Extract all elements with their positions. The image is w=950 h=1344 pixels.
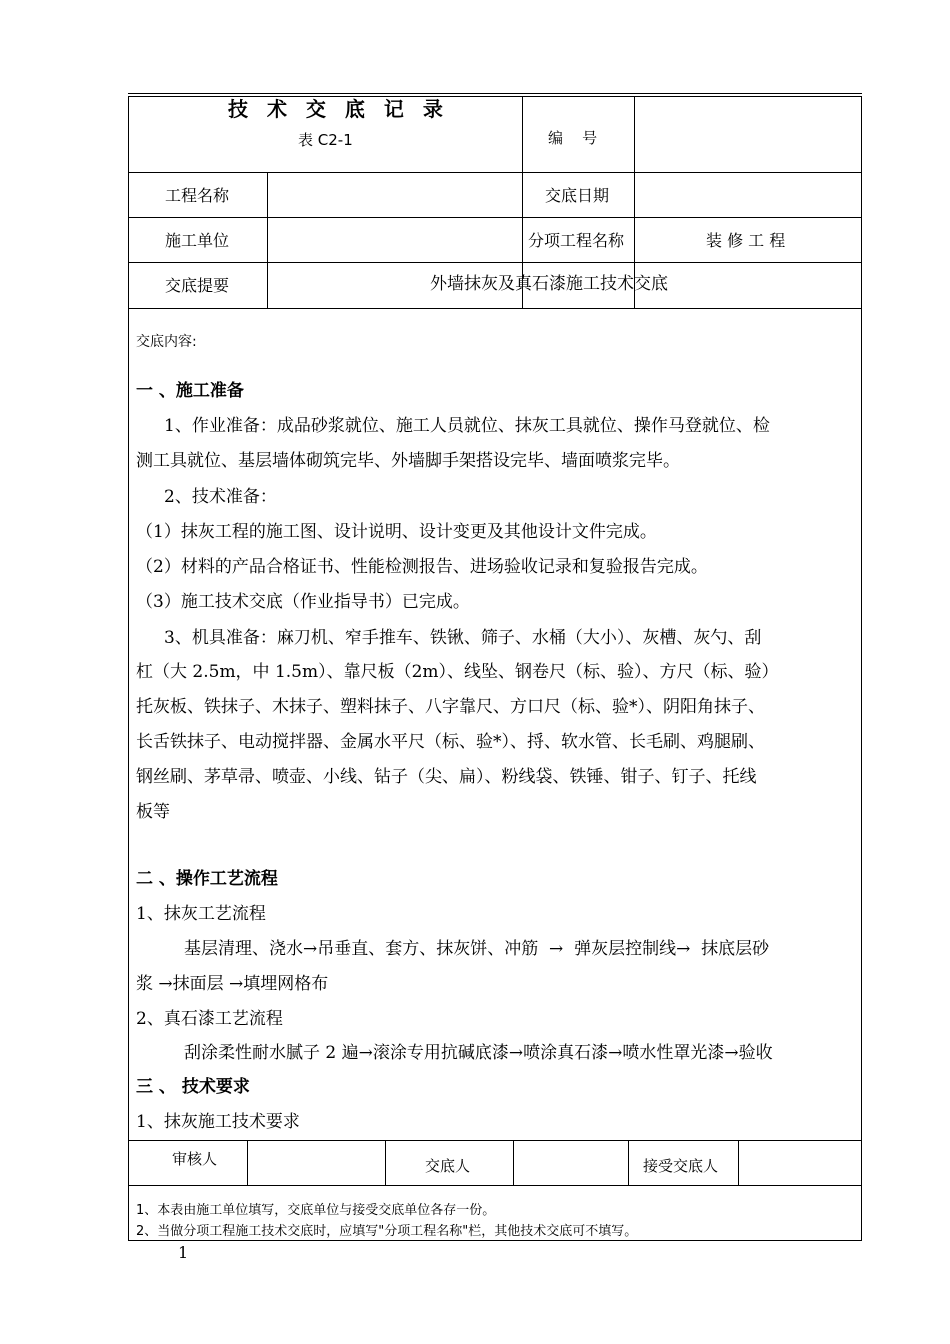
form-title: 技 术 交 底 记 录	[228, 97, 449, 121]
row-divider	[129, 262, 861, 263]
form-number: 表 C2-1	[298, 131, 353, 149]
content-line: 板等	[136, 802, 170, 822]
sub-project-value: 装 修 工 程	[706, 231, 786, 250]
content-line: （1）抹灰工程的施工图、设计说明、设计变更及其他设计文件完成。	[136, 522, 657, 542]
summary-value: 外墙抹灰及真石漆施工技术交底	[430, 274, 668, 294]
content-line: 1、作业准备：成品砂浆就位、施工人员就位、抹灰工具就位、操作马登就位、检	[164, 416, 770, 436]
column-divider	[738, 1140, 739, 1185]
content-label: 交底内容:	[136, 334, 197, 350]
row-divider	[129, 1140, 861, 1141]
content-line: 浆 →抹面层 →填埋网格布	[136, 974, 329, 994]
section-heading: 三 、 技术要求	[136, 1077, 250, 1097]
content-line: 长舌铁抹子、电动搅拌器、金属水平尺（标、验*）、捋、软水管、长毛刷、鸡腿刷、	[136, 732, 765, 752]
reviewer-label: 审核人	[172, 1150, 218, 1168]
row-divider	[129, 1185, 861, 1186]
summary-label: 交底提要	[165, 276, 230, 295]
column-divider	[267, 172, 268, 308]
presenter-label: 交底人	[425, 1157, 471, 1175]
content-line: 基层清理、浇水→吊垂直、套方、抹灰饼、冲筋 → 弹灰层控制线→ 抹底层砂	[184, 939, 770, 959]
date-label: 交底日期	[545, 186, 610, 205]
content-line: 托灰板、铁抹子、木抹子、塑料抹子、八字靠尺、方口尺（标、验*）、阴阳角抹子、	[136, 697, 765, 717]
sub-project-label: 分项工程名称	[528, 231, 625, 250]
column-divider	[247, 1140, 248, 1185]
row-divider	[129, 308, 861, 309]
content-line: 1、抹灰施工技术要求	[136, 1112, 300, 1132]
row-divider	[129, 172, 861, 173]
content-line: 钢丝刷、茅草帚、喷壶、小线、钻子（尖、扁）、粉线袋、铁锤、钳子、钉子、托线	[136, 767, 757, 787]
row-divider	[129, 217, 861, 218]
column-divider	[628, 1140, 629, 1185]
column-divider	[513, 1140, 514, 1185]
content-line: 2、技术准备：	[164, 487, 277, 507]
section-heading: 一 、施工准备	[136, 381, 244, 401]
content-line: 刮涂柔性耐水腻子 2 遍→滚涂专用抗碱底漆→喷涂真石漆→喷水性罩光漆→验收	[184, 1043, 773, 1063]
project-name-label: 工程名称	[165, 186, 230, 205]
content-line: （2）材料的产品合格证书、性能检测报告、进场验收记录和复验报告完成。	[136, 557, 708, 577]
content-line: （3）施工技术交底（作业指导书）已完成。	[136, 592, 470, 612]
footnote: 2、当做分项工程施工技术交底时，应填写"分项工程名称"栏，其他技术交底可不填写。	[136, 1224, 638, 1239]
section-heading: 二 、操作工艺流程	[136, 869, 278, 889]
content-line: 3、机具准备：麻刀机、窄手推车、铁锹、筛子、水桶（大小）、灰槽、灰勺、刮	[164, 628, 762, 648]
content-line: 2、真石漆工艺流程	[136, 1009, 283, 1029]
content-line: 1、抹灰工艺流程	[136, 904, 266, 924]
frame-top-line	[128, 93, 862, 94]
contractor-label: 施工单位	[165, 231, 230, 250]
content-line: 测工具就位、基层墙体砌筑完毕、外墙脚手架搭设完毕、墙面喷浆完毕。	[136, 451, 680, 471]
footnote: 1、本表由施工单位填写，交底单位与接受交底单位各存一份。	[136, 1203, 496, 1218]
page-number: 1	[178, 1243, 189, 1262]
receiver-label: 接受交底人	[643, 1157, 719, 1175]
column-divider	[385, 1140, 386, 1185]
number-label: 编 号	[548, 129, 598, 147]
content-line: 杠（大 2.5m，中 1.5m）、靠尺板（2m）、线坠、钢卷尺（标、验）、方尺（标、验）	[136, 662, 779, 682]
